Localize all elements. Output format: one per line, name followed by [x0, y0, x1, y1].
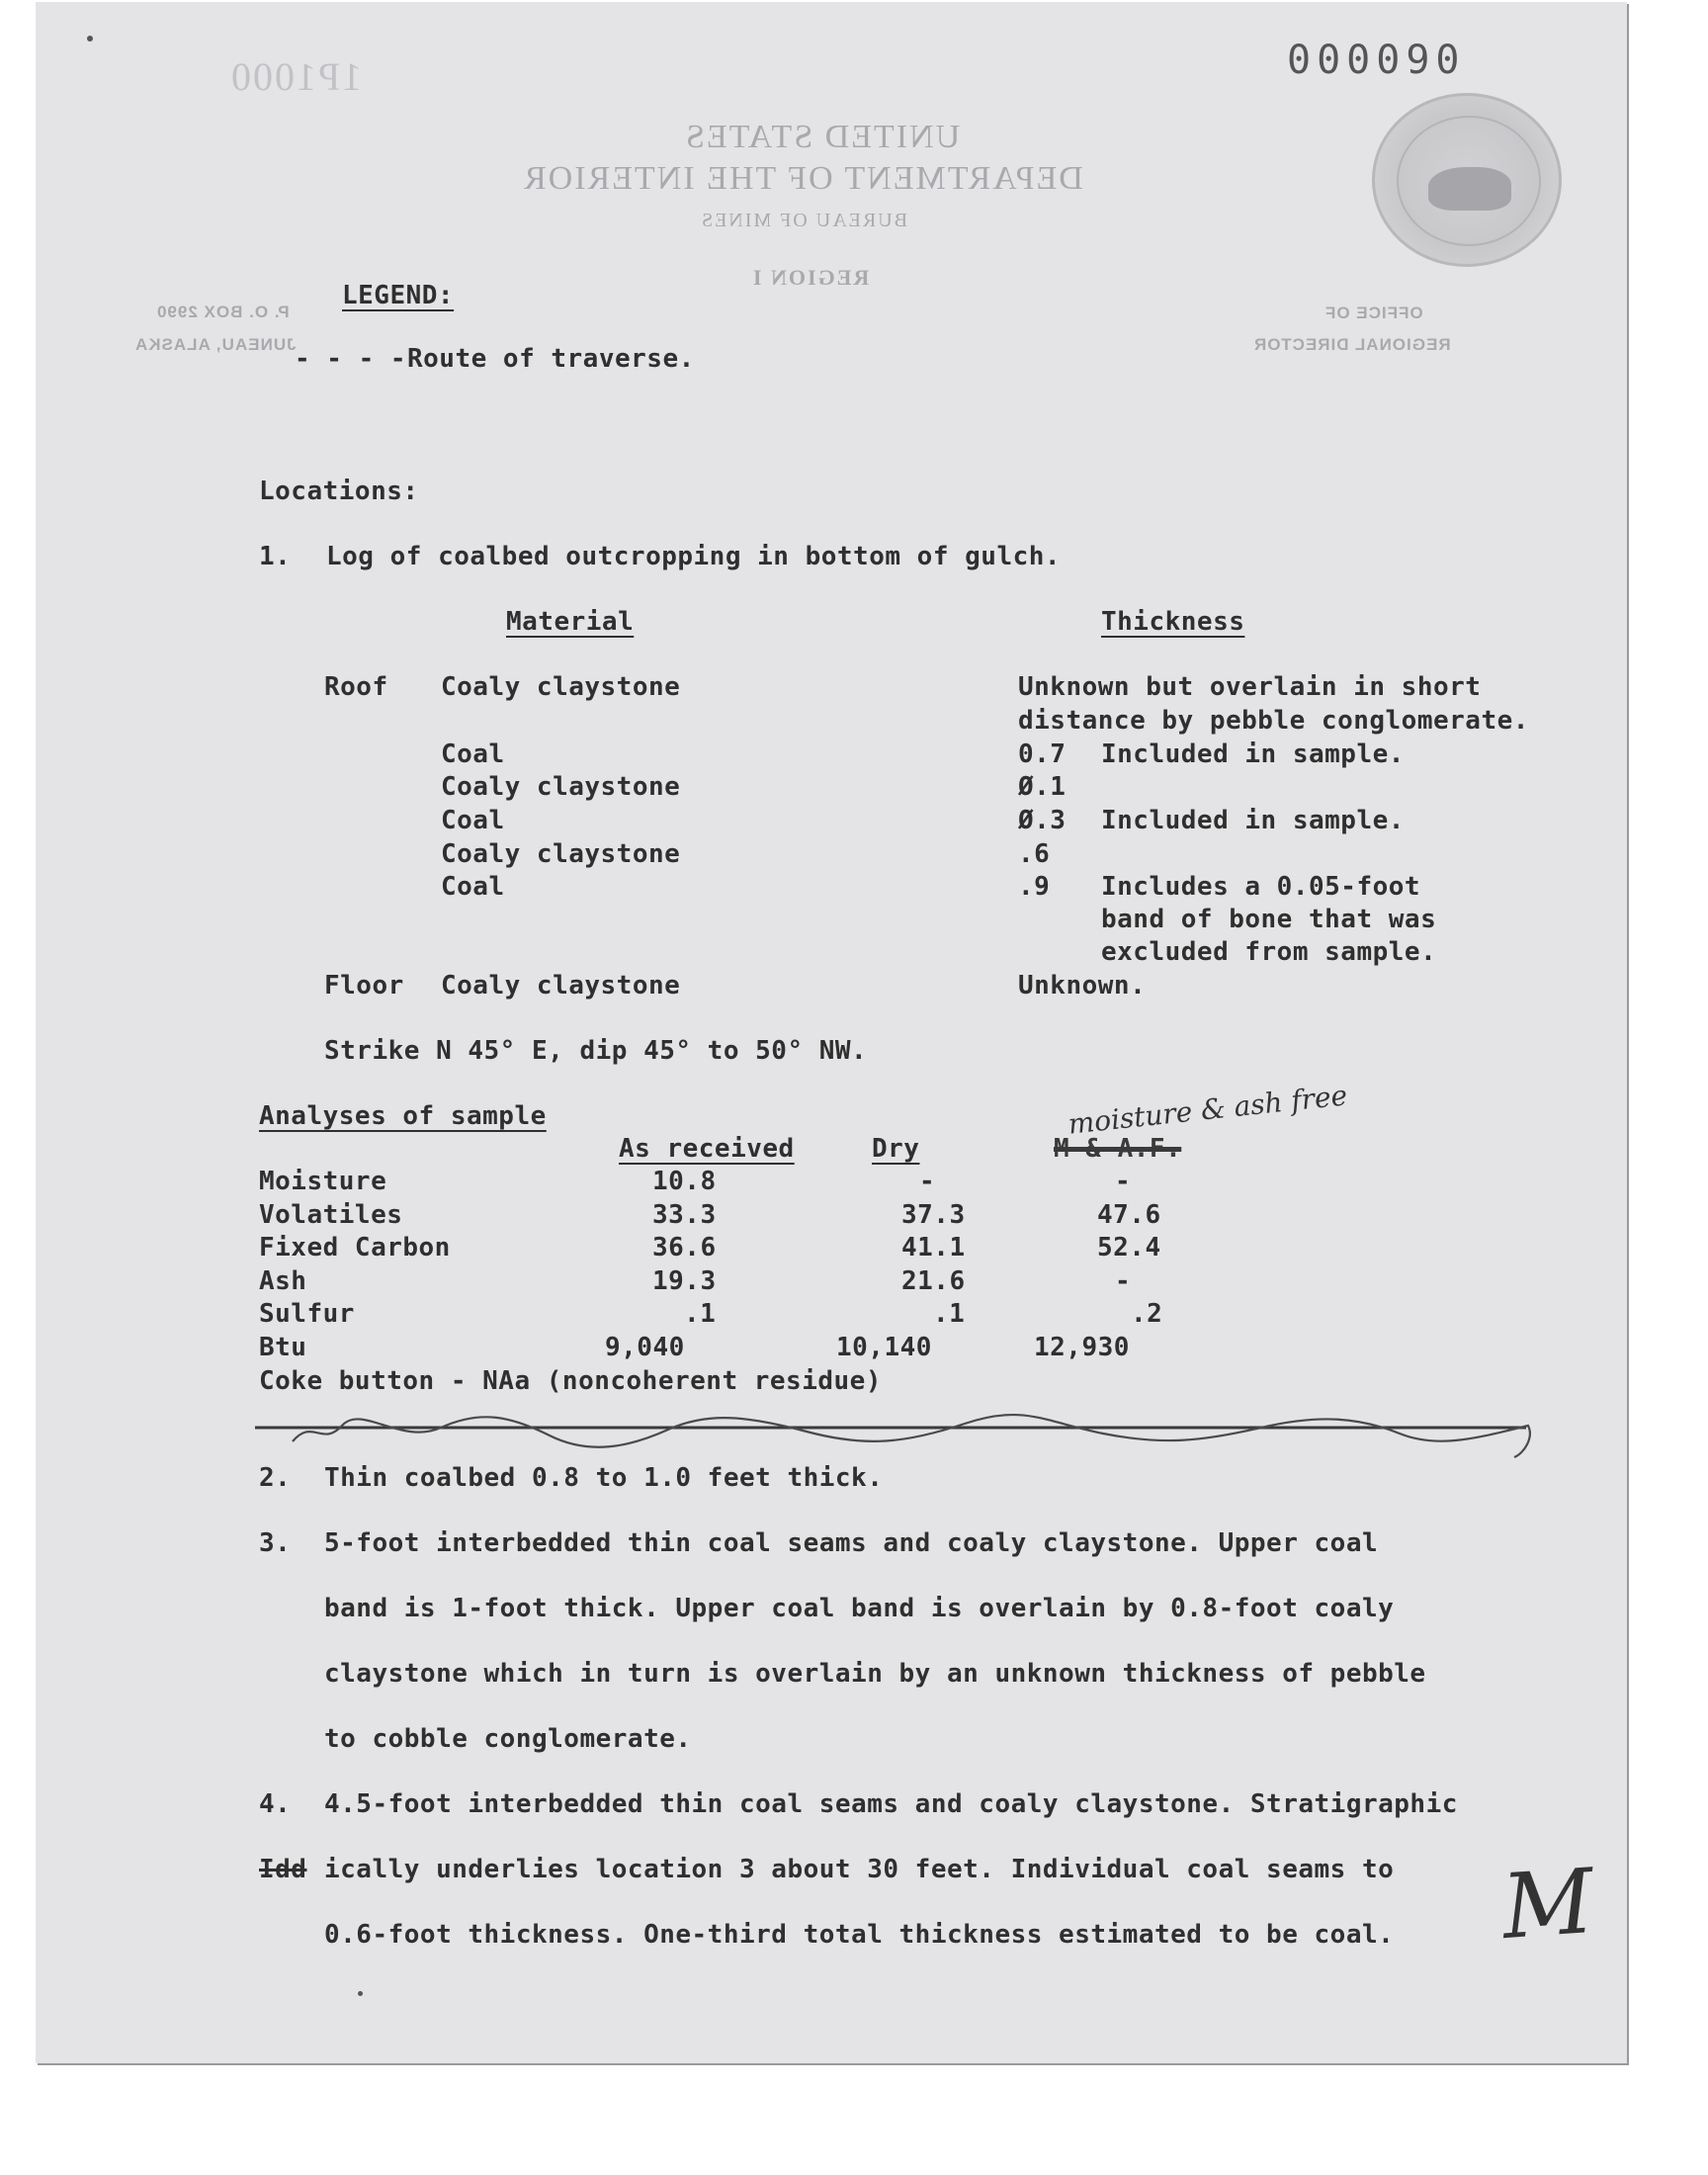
analysis-dry: 10,140 — [836, 1333, 932, 1362]
document-page — [36, 2, 1627, 2063]
speck — [358, 1991, 363, 1996]
log-material: Coaly claystone — [441, 971, 681, 1000]
analysis-as-received: .1 — [684, 1299, 717, 1329]
speck — [87, 36, 93, 42]
item-3-line: 5-foot interbedded thin coal seams and coaly claystone. Upper coal — [324, 1528, 1379, 1558]
legend-dash-symbol: - - - - — [295, 344, 407, 374]
column-maf-struck: M & A.F. — [1054, 1134, 1182, 1164]
handwritten-moisture-ash-free: moisture & ash free — [1067, 1079, 1349, 1141]
item-4-line: ically underlies location 3 about 30 feet. Individual coal seams to — [324, 1855, 1395, 1884]
strike-dip-text: Strike N 45° E, dip 45° to 50° NW. — [324, 1036, 868, 1066]
analysis-maf: - — [1115, 1167, 1132, 1196]
item-4-line: 0.6-foot thickness. One-third total thickness estimated to be coal. — [324, 1920, 1395, 1950]
analysis-dry: 21.6 — [901, 1266, 966, 1296]
letterhead-city: JUNEAU, ALASKA — [134, 335, 297, 354]
analysis-dry: 37.3 — [901, 1200, 966, 1230]
log-thickness: 0.7 — [1018, 740, 1067, 769]
analysis-label: Volatiles — [259, 1200, 403, 1230]
letterhead-po-box: P. O. BOX 2990 — [156, 303, 290, 321]
log-material: Coaly claystone — [441, 672, 681, 702]
column-as-received: As received — [619, 1134, 795, 1164]
column-material: Material — [506, 607, 635, 637]
log-thickness: .6 — [1018, 839, 1051, 869]
log-material: Coal — [441, 872, 505, 902]
analysis-label: Fixed Carbon — [259, 1233, 451, 1262]
analysis-as-received: 36.6 — [652, 1233, 717, 1262]
scribble-divider — [253, 1398, 1538, 1463]
analysis-maf: 52.4 — [1097, 1233, 1161, 1262]
log-note: Included in sample. — [1101, 806, 1405, 835]
analysis-as-received: 33.3 — [652, 1200, 717, 1230]
locations-heading: Locations: — [259, 477, 419, 506]
analysis-label: Sulfur — [259, 1299, 355, 1329]
log-thickness: distance by pebble conglomerate. — [1018, 706, 1529, 736]
column-thickness: Thickness — [1101, 607, 1245, 637]
log-position: Roof — [324, 672, 388, 702]
item-3-number: 3. — [259, 1528, 292, 1558]
column-dry: Dry — [872, 1134, 920, 1164]
log-thickness: .9 — [1018, 872, 1051, 902]
log-thickness: Ø.3 — [1018, 806, 1067, 835]
analysis-maf: 12,930 — [1034, 1333, 1130, 1362]
item-2-number: 2. — [259, 1463, 292, 1493]
legend-title: LEGEND: — [342, 281, 455, 310]
bison-icon — [1428, 167, 1511, 211]
analysis-as-received: 19.3 — [652, 1266, 717, 1296]
legend-route-text: Route of traverse. — [407, 344, 695, 374]
log-position: Floor — [324, 971, 404, 1000]
item-3-line: to cobble conglomerate. — [324, 1724, 692, 1754]
item-4-number: 4. — [259, 1789, 292, 1819]
item-1-number: 1. — [259, 542, 292, 571]
log-note: Includes a 0.05-foot — [1101, 872, 1421, 902]
analysis-as-received: 9,040 — [605, 1333, 685, 1362]
analysis-as-received: 10.8 — [652, 1167, 717, 1196]
log-thickness: Unknown but overlain in short — [1018, 672, 1482, 702]
department-seal — [1372, 93, 1562, 267]
log-material: Coaly claystone — [441, 772, 681, 802]
log-note: band of bone that was — [1101, 905, 1437, 934]
log-note: excluded from sample. — [1101, 937, 1437, 967]
letterhead-department: DEPARTMENT OF THE INTERIOR — [522, 160, 1083, 197]
item-1-text: Log of coalbed outcropping in bottom of gulch. — [326, 542, 1062, 571]
letterhead-bureau: BUREAU OF MINES — [700, 210, 908, 231]
coke-button-text: Coke button - NAa (noncoherent residue) — [259, 1366, 882, 1396]
analysis-dry: 41.1 — [901, 1233, 966, 1262]
log-material: Coal — [441, 740, 505, 769]
item-3-line: band is 1-foot thick. Upper coal band is overlain by 0.8-foot coaly — [324, 1594, 1395, 1623]
letterhead-regional-director: REGIONAL DIRECTOR — [1253, 335, 1451, 354]
analysis-label: Moisture — [259, 1167, 387, 1196]
log-thickness: Unknown. — [1018, 971, 1147, 1000]
analysis-label: Btu — [259, 1333, 307, 1362]
handwritten-initials: M — [1498, 1849, 1597, 1960]
analysis-maf: .2 — [1131, 1299, 1163, 1329]
faint-number: 1P1000 — [229, 54, 363, 99]
item-3-line: claystone which in turn is overlain by an unknown thickness of pebble — [324, 1659, 1426, 1689]
item-4-strikeout-prefix: Idd — [259, 1855, 307, 1884]
letterhead-office-of: OFFICE OF — [1324, 304, 1423, 322]
log-material: Coaly claystone — [441, 839, 681, 869]
analyses-title: Analyses of sample — [259, 1101, 547, 1131]
analysis-dry: - — [919, 1167, 936, 1196]
document-number-stamp: 000090 — [1287, 38, 1466, 83]
analysis-dry: .1 — [933, 1299, 966, 1329]
analysis-label: Ash — [259, 1266, 307, 1296]
analysis-maf: 47.6 — [1097, 1200, 1161, 1230]
letterhead-united-states: UNITED STATES — [684, 119, 961, 155]
letterhead-region: REGION I — [751, 265, 870, 290]
item-2-text: Thin coalbed 0.8 to 1.0 feet thick. — [324, 1463, 884, 1493]
analysis-maf: - — [1115, 1266, 1132, 1296]
log-material: Coal — [441, 806, 505, 835]
item-4-line: 4.5-foot interbedded thin coal seams and coaly claystone. Stratigraphic — [324, 1789, 1458, 1819]
log-note: Included in sample. — [1101, 740, 1405, 769]
log-thickness: Ø.1 — [1018, 772, 1067, 802]
